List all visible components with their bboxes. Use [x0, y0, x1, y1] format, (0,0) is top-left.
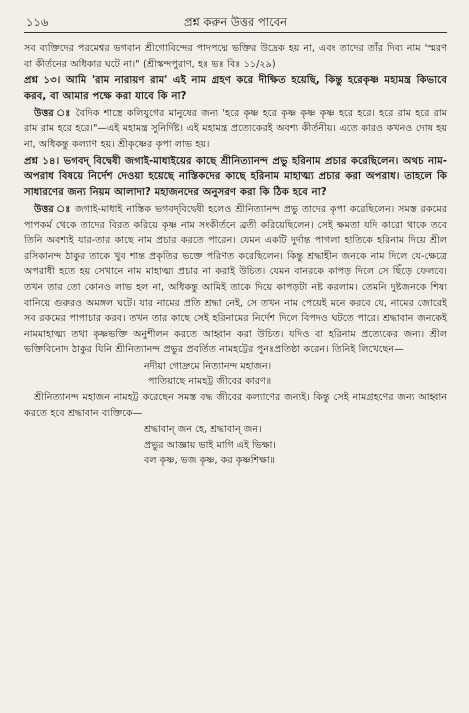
- paragraph-quote-end: সব ব্যক্তিদের পরমেশ্বর ভগবান শ্রীগোবিন্দের পাদপদ্মে ভক্তির উদ্রেক হয় না, এবং তাদের তাঁর দিব্য নাম 'স্মরণ বা কীর্তনের অধিকার ঘটে না।" (শ্রীস্কন্দপুরাণ, হঃ ভঃ বিঃ ১১/২৯): [24, 43, 447, 70]
- question-13: [24, 73, 447, 105]
- question-14: [24, 154, 447, 201]
- answer-14-text: জগাই-মাধাই নাস্তিক ভগবদ্‌বিদ্বেষী হলেও শ্রীনিত্যানন্দ প্রভু তাদের কৃপা করেছিলেন। সমস্ত রকমের পাপকর্ম থেকে তাদের বিরত করিয়ে কৃষ্ণ নাম সংকীর্তনে ব্রতী করিয়েছিলেন। সেই ক্ষমতা যদি কারো থাকে তবে তিনি অবশ্যই যার-তার কাছে নাম প্রচার করতে পারেন। যেমন একটি দুর্দান্ত পাগলা হাতিকে হরিনাম দিয়ে শ্রীল রসিকানন্দ ঠাকুর তাকে খুব শান্ত প্রকৃতির ভক্তে পরিণত করেছিলেন। কিন্তু শ্রদ্ধাহীন জনকে নাম দিলে যে-ক্ষেত্রে অপরাধী হতে হয় সেখানে নাম মাহাত্ম্য প্রচার না করাই উচিত। যেমন বানরকে কাপড় দিলে সে ছিঁড়ে ফেলবে। তখন তার তো কোনও লাভ হল না, অধিকন্তু আমিই তাকে দিয়ে কাপড়টা নষ্ট করলাম। তেমনি দুষ্টজনকে শিষ্য বানিয়ে গুরুরও অমঙ্গল ঘটে। যার নামের প্রতি শ্রদ্ধা নেই, সে তখন নাম পেয়েই মনে করবে যে, নামের জোরেই সব রকমের পাপাচার করব। তখন তার কাছে সেই হরিনামের নির্দেশ দিলে বিপদও ঘটতে পারে। শ্রদ্ধাবান জনকেই নামমাহাত্ম্য তথা কৃষ্ণভক্তি অনুশীলন করতে আহ্বান করা উচিত। যদিও বা হরিনাম প্রত্যেকের জন্য। শ্রীল ভক্তিবিনোদ ঠাকুর যিনি শ্রীনিত্যানন্দ প্রভুর প্রবর্তিত নামহট্টের পুনঃপ্রতিষ্ঠা করেন। তিনিই লিখেছেন—: [24, 203, 447, 356]
- verse-line: নদীয়া গোদ্রুমে নিত্যানন্দ মহাজন।: [144, 360, 272, 372]
- verse-line: প্রভুর আজ্ঞায় ভাই মাগি এই ভিক্ষা।: [144, 439, 276, 451]
- page-number: ১১৬: [26, 15, 49, 29]
- question-13-label: প্রশ্ন ১৩।: [24, 75, 61, 87]
- running-title: প্রশ্ন করুন উত্তর পাবেন: [183, 15, 288, 29]
- answer-14-label: উত্তর ঃ: [34, 203, 72, 215]
- verse-line: পাতিয়াছে নামহট্ট জীবের কারণ॥: [148, 376, 272, 388]
- question-14-label: প্রশ্ন ১৪।: [24, 155, 60, 167]
- verse-line: শ্রদ্ধাবান্ জন হে, শ্রদ্ধাবান্ জন।: [144, 424, 262, 436]
- question-13-text: আমি 'রাম নারায়ণ রাম' এই নাম গ্রহণ করে দীক্ষিত হয়েছি, কিন্তু হরেকৃষ্ণ মহামন্ত্র কিভাবে করব, বা আমার পক্ষে করা যাবে কি না?: [24, 75, 447, 102]
- answer-13-text: বৈদিক শাস্ত্রে কলিযুগের মানুষের জন্য 'হরে কৃষ্ণ হরে কৃষ্ণ কৃষ্ণ কৃষ্ণ হরে হরে। হরে রাম হরে রাম রাম রাম হরে হরে।"—এই মহামন্ত্র সুনির্দিষ্ট। এই মহামন্ত্র প্রত্যেকেরই অবশ্য কীর্তনীয়। এতে কারও কখনও দোষ হয় না, অধিকন্তু কল্যাণ হয়। শ্রীকৃষ্ণের কৃপা লাভ হয়।: [24, 107, 447, 150]
- question-14-text: ভগবদ্ বিদ্বেষী জগাই-মাধাইয়ের কাছে শ্রীনিত্যানন্দ প্রভু হরিনাম প্রচার করেছিলেন। অথচ নাম-অপরাধ বিষয়ে নির্দেশ দেওয়া হয়েছে নাস্তিকদের কাছে হরিনাম মাহাত্ম্য প্রচার করা অপরাধ। তাহলে কি সাধারণের জন্য নিয়ম আলাদা? মহাজনদের অনুসরণ করা কি ঠিক হবে না?: [24, 155, 447, 199]
- answer-13: [24, 106, 447, 153]
- page-body: [24, 41, 447, 469]
- page-header: [24, 14, 447, 33]
- answer-14: [24, 202, 447, 358]
- paragraph-namahatta: শ্রীনিত্যানন্দ মহাজন নামহট্ট করেছেন সমস্ত বদ্ধ জীবের কল্যাণের জন্যই। কিন্তু সেই নামগ্রহণের জন্য আহ্বান করতে হবে শ্রদ্ধাবান ব্যক্তিকে—: [24, 392, 447, 419]
- verse-line: বল কৃষ্ণ, ভজ কৃষ্ণ, কর কৃষ্ণশিক্ষা॥: [144, 455, 276, 467]
- answer-13-label: উত্তর ঃ: [34, 107, 72, 119]
